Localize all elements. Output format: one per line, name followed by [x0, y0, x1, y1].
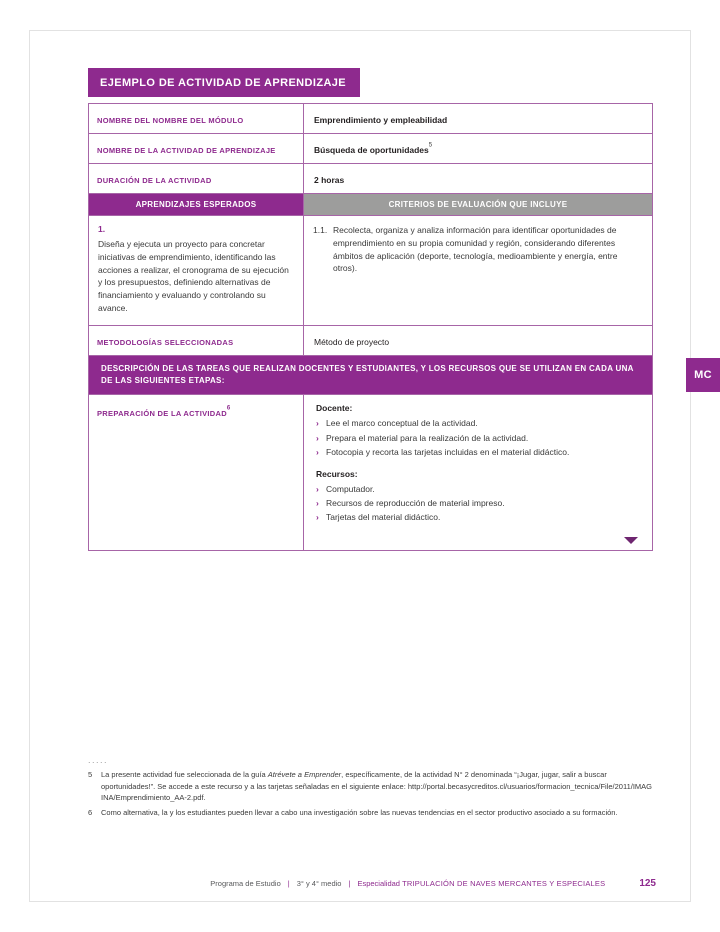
bullet-chevron-icon: ›: [316, 498, 319, 509]
list-item: [316, 510, 642, 524]
activity-document: [88, 68, 653, 551]
table-row-eval-headers: [89, 194, 652, 216]
activity-name-label: NOMBRE DE LA ACTIVIDAD DE APRENDIZAJE: [97, 146, 276, 155]
footnote-number: 5: [88, 770, 93, 779]
module-value: Emprendimiento y empleabilidad: [314, 115, 448, 125]
resources-list: [316, 482, 642, 525]
criteria-text: Recolecta, organiza y analiza información para identificar oportunidades de emprendimiento en su propia comunidad y región, considerando diferentes ámbitos de aplicación (deporte, tecnología, medioambiente y energía, entre otros).: [333, 225, 618, 274]
teacher-section-title: Docente:: [316, 403, 353, 414]
preparation-content-cell: [304, 395, 652, 550]
table-row-description-banner: [89, 356, 652, 396]
table-row-duration: [89, 164, 652, 194]
footer-specialty-name: TRIPULACIÓN DE NAVES MERCANTES Y ESPECIALES: [402, 879, 606, 888]
footnote-5: [88, 769, 654, 804]
footnote-ref-5: 5: [428, 142, 433, 149]
table-row-learning-content: [89, 216, 652, 326]
footnote-text-part: , específicamente, de la actividad N° 2 denominada “¡Jugar, jugar, salir a buscar oportunidades!”. Se accede a este recurso y a las tarjetas señaladas en el siguiente enlace:: [101, 770, 607, 791]
activity-name-value: Búsqueda de oportunidades: [314, 145, 429, 155]
duration-label-cell: [89, 164, 304, 193]
expected-learning-number: 1.: [98, 224, 106, 234]
list-item: [316, 445, 642, 459]
activity-title-banner: EJEMPLO DE ACTIVIDAD DE APRENDIZAJE: [88, 68, 360, 97]
teacher-task: Lee el marco conceptual de la actividad.: [326, 418, 478, 429]
resource-item: Tarjetas del material didáctico.: [326, 512, 441, 523]
footer-program: Programa de Estudio: [210, 879, 281, 888]
table-continuation-arrow-icon: [624, 537, 638, 544]
expected-learning-text: Diseña y ejecuta un proyecto para concretar iniciativas de emprendimiento, identificando las acciones a realizar, el cronograma de su ejecución y los presupuestos, definiendo alternativas de financiamiento y evaluando y controlando su avance.: [98, 239, 289, 313]
evaluation-criteria-header: CRITERIOS DE EVALUACIÓN QUE INCLUYE: [304, 194, 652, 215]
footer-separator: |: [348, 879, 351, 888]
table-row-activity-name: [89, 134, 652, 164]
activity-name-value-cell: [304, 134, 652, 163]
footer-grades: 3° y 4° medio: [296, 879, 342, 888]
bullet-chevron-icon: ›: [316, 432, 319, 443]
duration-value: 2 horas: [314, 175, 345, 185]
footnote-guide-title: Atrévete a Emprender: [267, 770, 342, 779]
expected-learning-cell: [89, 216, 304, 325]
footnote-text: Como alternativa, la y los estudiantes pueden llevar a cabo una investigación sobre las nuevas tendencias en el sector productivo asociado a su formación.: [101, 807, 618, 817]
footnote-link[interactable]: http://portal.becasycreditos.cl/usuarios/formacion_tecnica/File/2011/IMAGINA/Emprendimiento_AA-2.pdf: [101, 781, 653, 803]
bullet-chevron-icon: ›: [316, 418, 319, 429]
footnote-text-part: .: [203, 793, 206, 803]
preparation-label-cell: [89, 395, 304, 550]
methodology-value-cell: [304, 326, 652, 355]
list-item: [316, 431, 642, 445]
table-row-preparation: [89, 395, 652, 550]
duration-value-cell: [304, 164, 652, 193]
preparation-label: PREPARACIÓN DE LA ACTIVIDAD: [97, 409, 227, 419]
expected-learning-header: APRENDIZAJES ESPERADOS: [89, 194, 304, 215]
footnote-separator: .....: [88, 755, 109, 765]
methodology-value: Método de proyecto: [314, 336, 390, 347]
footer-separator: |: [287, 879, 290, 888]
footnote-6: [88, 807, 654, 819]
list-item: [316, 416, 642, 430]
resources-section-title: Recursos:: [316, 468, 358, 479]
bullet-chevron-icon: ›: [316, 483, 319, 494]
page-footer: [88, 878, 656, 889]
page-number: 125: [639, 878, 656, 889]
footer-specialty-label: Especialidad: [357, 879, 400, 888]
footnote-number: 6: [88, 807, 93, 817]
bullet-chevron-icon: ›: [316, 447, 319, 458]
activity-name-label-cell: [89, 134, 304, 163]
footnote-ref-6: 6: [226, 405, 231, 412]
module-value-cell: [304, 104, 652, 133]
evaluation-criteria-cell: [304, 216, 652, 325]
table-row-methodology: [89, 326, 652, 356]
bullet-chevron-icon: ›: [316, 512, 319, 523]
footnote-text-part: La presente actividad fue seleccionada de la guía: [101, 770, 268, 779]
resource-item: Computador.: [326, 483, 375, 494]
teacher-task: Fotocopia y recorta las tarjetas incluidas en el material didáctico.: [326, 447, 570, 458]
duration-label: DURACIÓN DE LA ACTIVIDAD: [97, 176, 212, 185]
criteria-number: 1.1.: [313, 225, 328, 235]
chapter-tab-mc: MC: [686, 358, 720, 392]
teacher-task: Prepara el material para la realización de la actividad.: [326, 432, 529, 443]
module-label: NOMBRE DEL NOMBRE DEL MÓDULO: [97, 116, 244, 125]
tasks-description-banner: DESCRIPCIÓN DE LAS TAREAS QUE REALIZAN DOCENTES Y ESTUDIANTES, Y LOS RECURSOS QUE SE UTILIZAN EN CADA UNA DE LAS SIGUIENTES ETAPAS:: [89, 356, 652, 395]
activity-table: [88, 103, 653, 551]
teacher-task-list: [316, 416, 642, 459]
methodology-label-cell: [89, 326, 304, 355]
list-item: [316, 482, 642, 496]
module-label-cell: [89, 104, 304, 133]
table-row-module: [89, 104, 652, 134]
list-item: [316, 496, 642, 510]
footnote-text: [101, 769, 654, 804]
resource-item: Recursos de reproducción de material impreso.: [326, 498, 505, 509]
footnotes-section: [88, 756, 654, 822]
methodology-label: METODOLOGÍAS SELECCIONADAS: [97, 337, 234, 347]
